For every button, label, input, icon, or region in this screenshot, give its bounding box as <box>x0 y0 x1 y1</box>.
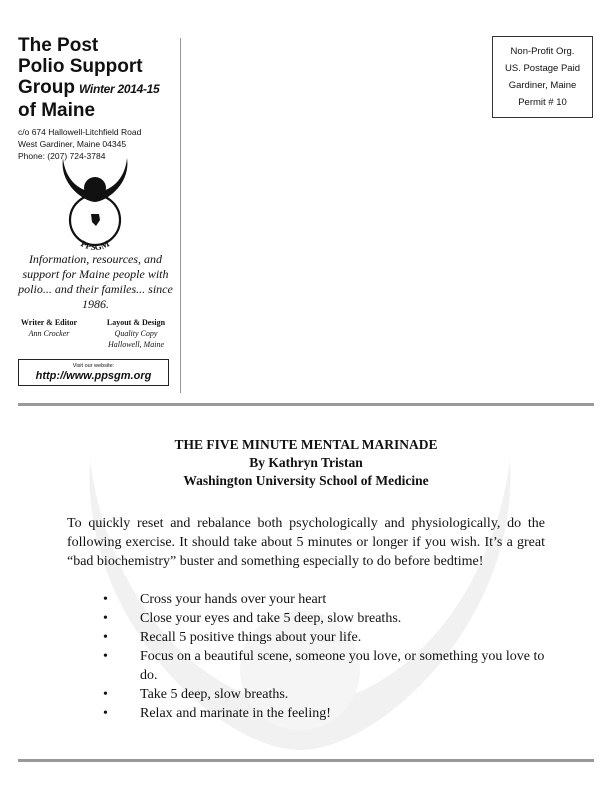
bullet-icon: • <box>103 687 108 702</box>
writer-name: Ann Crocker <box>28 329 70 338</box>
logo-text: PPSGM <box>79 238 111 252</box>
address-line: c/o 674 Hallowell-Litchfield Road <box>18 127 142 137</box>
phone-line: Phone: (207) 724-3784 <box>18 151 106 161</box>
address-line: West Gardiner, Maine 04345 <box>18 139 127 149</box>
website-label: Visit our website: <box>72 363 115 369</box>
layout-heading: Layout & Design <box>106 318 166 327</box>
list-item <box>67 590 545 609</box>
list-item <box>67 647 545 685</box>
steps-list <box>67 590 545 723</box>
step-text: Relax and marinate in the feeling! <box>140 706 331 721</box>
article-byline: By Kathryn Tristan <box>249 455 363 470</box>
step-text: Cross your hands over your heart <box>140 592 327 607</box>
title-line-2: Polio Support <box>18 56 143 77</box>
website-link[interactable]: http://www.ppsgm.org <box>35 370 152 382</box>
step-text: Close your eyes and take 5 deep, slow breaths. <box>140 611 402 626</box>
postage-indicia <box>492 36 593 118</box>
postage-line: Gardiner, Maine <box>508 80 577 91</box>
writer-credit <box>18 317 80 339</box>
bullet-icon: • <box>103 649 108 664</box>
bottom-divider <box>18 759 594 762</box>
article-title: THE FIVE MINUTE MENTAL MARINADE <box>174 437 438 452</box>
title-line-3-text: Group <box>18 77 75 98</box>
vertical-divider <box>180 38 181 393</box>
title-line-1: The Post <box>18 35 99 56</box>
ppsgm-logo <box>55 140 135 252</box>
layout-credit <box>96 317 176 350</box>
website-box <box>18 359 169 386</box>
title-line-4: of Maine <box>18 100 96 121</box>
postage-line: Non-Profit Org. <box>510 46 575 57</box>
bullet-icon: • <box>103 630 108 645</box>
svg-text:PPSGM <box>79 238 111 252</box>
layout-location: Hallowell, Maine <box>108 340 164 349</box>
list-item <box>67 704 545 723</box>
article-affiliation: Washington University School of Medicine <box>183 473 429 488</box>
title-line-3 <box>18 77 188 100</box>
tagline: Information, resources, and support for Maine people with polio... and their familes... since 1986. <box>18 252 173 311</box>
article-intro: To quickly reset and rebalance both psychologically and physiologically, do the following exercise. It should take about 5 minutes or longer if you wish. It’s a great “bad biochemistry” buster and something especially to do before bedtime! <box>67 516 545 569</box>
bullet-icon: • <box>103 611 108 626</box>
bullet-icon: • <box>103 706 108 721</box>
writer-heading: Writer & Editor <box>20 318 78 327</box>
postage-line: Permit # 10 <box>518 97 567 108</box>
postage-line: US. Postage Paid <box>505 63 580 74</box>
issue-date: Winter 2014-15 <box>79 82 160 96</box>
step-text: Take 5 deep, slow breaths. <box>140 687 289 702</box>
layout-company: Quality Copy <box>114 329 158 338</box>
list-item <box>67 685 545 704</box>
list-item <box>67 628 545 647</box>
top-divider <box>18 403 594 406</box>
bullet-icon: • <box>103 592 108 607</box>
emblem-icon <box>91 214 100 226</box>
article-header <box>18 436 594 490</box>
list-item <box>67 609 545 628</box>
step-text: Focus on a beautiful scene, someone you love, or something you love to do. <box>140 649 545 683</box>
step-text: Recall 5 positive things about your life. <box>140 630 362 645</box>
organization-title <box>18 35 188 121</box>
